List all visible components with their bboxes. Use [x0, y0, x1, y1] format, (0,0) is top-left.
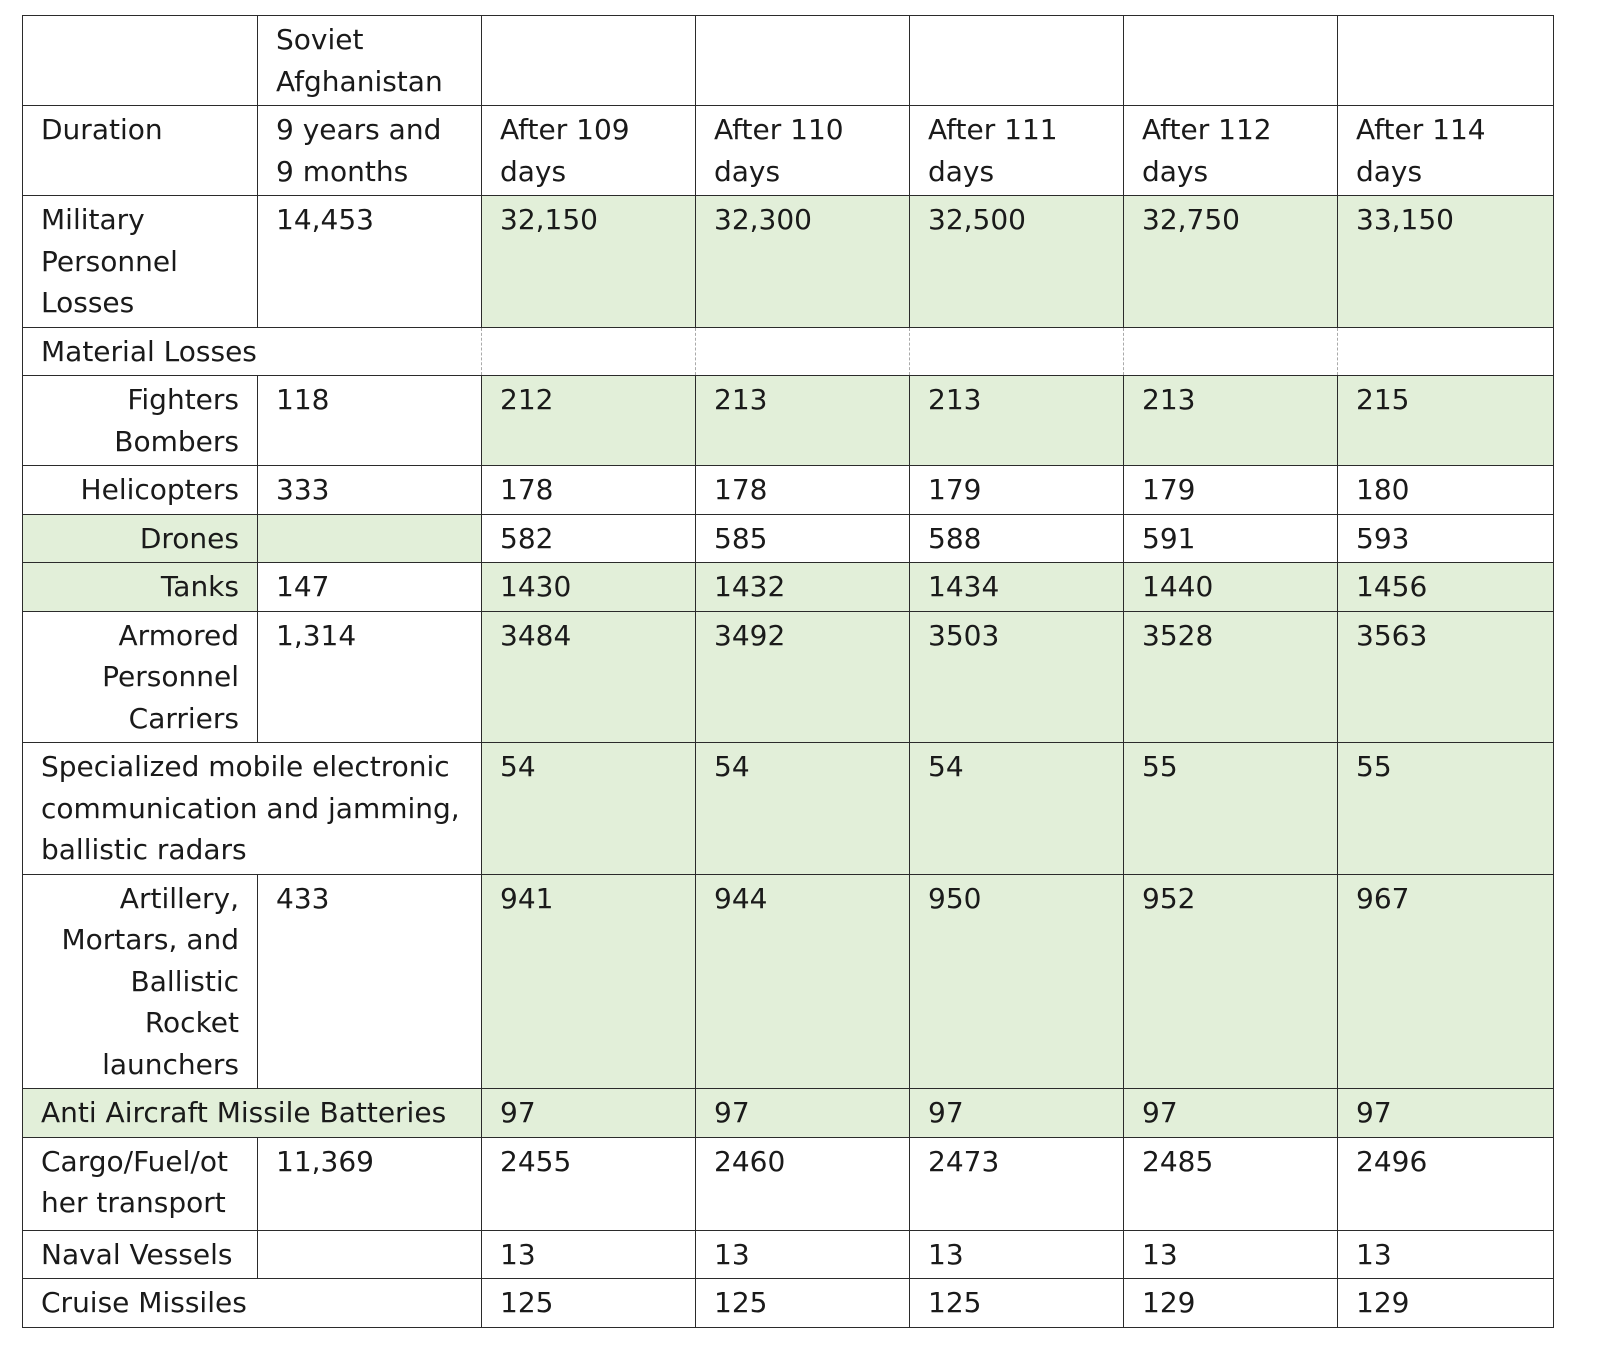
loss-value: 125	[910, 1279, 1124, 1328]
loss-value: 952	[1124, 874, 1338, 1089]
loss-value: 2485	[1124, 1137, 1338, 1230]
loss-value: 213	[1124, 376, 1338, 466]
loss-value: 944	[696, 874, 910, 1089]
loss-value: 593	[1338, 514, 1554, 563]
table-row	[23, 611, 1554, 743]
loss-value: 54	[910, 743, 1124, 875]
duration-value: After 111 days	[910, 106, 1124, 196]
loss-value: 32,150	[482, 196, 696, 328]
loss-value: 3492	[696, 611, 910, 743]
soviet-value	[258, 1230, 482, 1279]
loss-value: 13	[1124, 1230, 1338, 1279]
row-label: Naval Vessels	[23, 1230, 258, 1279]
table-row	[23, 514, 1554, 563]
row-label: Fighters Bombers	[23, 376, 258, 466]
empty-cell	[696, 327, 910, 376]
loss-value: 582	[482, 514, 696, 563]
loss-value: 3528	[1124, 611, 1338, 743]
soviet-value: 1,314	[258, 611, 482, 743]
row-label: Artillery, Mortars, and Ballistic Rocket launchers	[23, 874, 258, 1089]
loss-value: 125	[696, 1279, 910, 1328]
loss-value: 213	[696, 376, 910, 466]
personnel-row	[23, 196, 1554, 328]
loss-value: 1456	[1338, 563, 1554, 612]
row-label: Tanks	[23, 563, 258, 612]
table-row	[23, 1089, 1554, 1138]
loss-value: 54	[482, 743, 696, 875]
empty-cell	[1124, 327, 1338, 376]
loss-value: 32,750	[1124, 196, 1338, 328]
loss-value: 1430	[482, 563, 696, 612]
loss-value: 33,150	[1338, 196, 1554, 328]
table-row	[23, 466, 1554, 515]
row-label: Cargo/Fuel/other transport	[23, 1137, 258, 1230]
soviet-value: 147	[258, 563, 482, 612]
loss-value: 1434	[910, 563, 1124, 612]
losses-table	[22, 15, 1554, 1328]
empty-cell	[482, 327, 696, 376]
loss-value: 1432	[696, 563, 910, 612]
duration-value: After 114 days	[1338, 106, 1554, 196]
loss-value: 13	[696, 1230, 910, 1279]
loss-value: 97	[1124, 1089, 1338, 1138]
soviet-value: 433	[258, 874, 482, 1089]
loss-value: 3503	[910, 611, 1124, 743]
loss-value: 129	[1124, 1279, 1338, 1328]
loss-value: 3563	[1338, 611, 1554, 743]
table-header-row	[23, 16, 1554, 106]
header-cell	[696, 16, 910, 106]
table-row	[23, 874, 1554, 1089]
loss-value: 3484	[482, 611, 696, 743]
loss-value: 2496	[1338, 1137, 1554, 1230]
loss-value: 13	[482, 1230, 696, 1279]
loss-value: 2460	[696, 1137, 910, 1230]
table-row	[23, 1279, 1554, 1328]
header-soviet-afghanistan: Soviet Afghanistan	[258, 16, 482, 106]
material-losses-row	[23, 327, 1554, 376]
soviet-value: 11,369	[258, 1137, 482, 1230]
section-heading: Material Losses	[23, 327, 482, 376]
empty-cell	[1338, 327, 1554, 376]
loss-value: 125	[482, 1279, 696, 1328]
duration-value: After 112 days	[1124, 106, 1338, 196]
table-row	[23, 1230, 1554, 1279]
loss-value: 212	[482, 376, 696, 466]
loss-value: 97	[696, 1089, 910, 1138]
row-label: Specialized mobile electronic communication and jamming, ballistic radars	[23, 743, 482, 875]
row-label: Helicopters	[23, 466, 258, 515]
loss-value: 213	[910, 376, 1124, 466]
header-cell	[1338, 16, 1554, 106]
row-label: Anti Aircraft Missile Batteries	[23, 1089, 482, 1138]
loss-value: 1440	[1124, 563, 1338, 612]
loss-value: 129	[1338, 1279, 1554, 1328]
duration-value: After 109 days	[482, 106, 696, 196]
loss-value: 178	[696, 466, 910, 515]
soviet-value: 14,453	[258, 196, 482, 328]
row-label: Duration	[23, 106, 258, 196]
loss-value: 585	[696, 514, 910, 563]
loss-value: 13	[1338, 1230, 1554, 1279]
soviet-value: 333	[258, 466, 482, 515]
header-cell	[910, 16, 1124, 106]
loss-value: 54	[696, 743, 910, 875]
loss-value: 13	[910, 1230, 1124, 1279]
loss-value: 2473	[910, 1137, 1124, 1230]
row-label: Armored Personnel Carriers	[23, 611, 258, 743]
loss-value: 179	[910, 466, 1124, 515]
soviet-value: 9 years and 9 months	[258, 106, 482, 196]
row-label: Drones	[23, 514, 258, 563]
loss-value: 967	[1338, 874, 1554, 1089]
loss-value: 178	[482, 466, 696, 515]
empty-cell	[910, 327, 1124, 376]
loss-value: 215	[1338, 376, 1554, 466]
loss-value: 180	[1338, 466, 1554, 515]
loss-value: 179	[1124, 466, 1338, 515]
loss-value: 941	[482, 874, 696, 1089]
loss-value: 55	[1124, 743, 1338, 875]
loss-value: 97	[910, 1089, 1124, 1138]
loss-value: 591	[1124, 514, 1338, 563]
loss-value: 588	[910, 514, 1124, 563]
loss-value: 2455	[482, 1137, 696, 1230]
loss-value: 97	[1338, 1089, 1554, 1138]
loss-value: 97	[482, 1089, 696, 1138]
table-row	[23, 743, 1554, 875]
row-label: Cruise Missiles	[23, 1279, 482, 1328]
table-row	[23, 1137, 1554, 1230]
loss-value: 950	[910, 874, 1124, 1089]
soviet-value	[258, 514, 482, 563]
table-row	[23, 563, 1554, 612]
loss-value: 32,500	[910, 196, 1124, 328]
header-corner-cell	[23, 16, 258, 106]
duration-value: After 110 days	[696, 106, 910, 196]
header-cell	[482, 16, 696, 106]
row-label: Military Personnel Losses	[23, 196, 258, 328]
soviet-value: 118	[258, 376, 482, 466]
loss-value: 55	[1338, 743, 1554, 875]
duration-row	[23, 106, 1554, 196]
header-cell	[1124, 16, 1338, 106]
table-row	[23, 376, 1554, 466]
loss-value: 32,300	[696, 196, 910, 328]
